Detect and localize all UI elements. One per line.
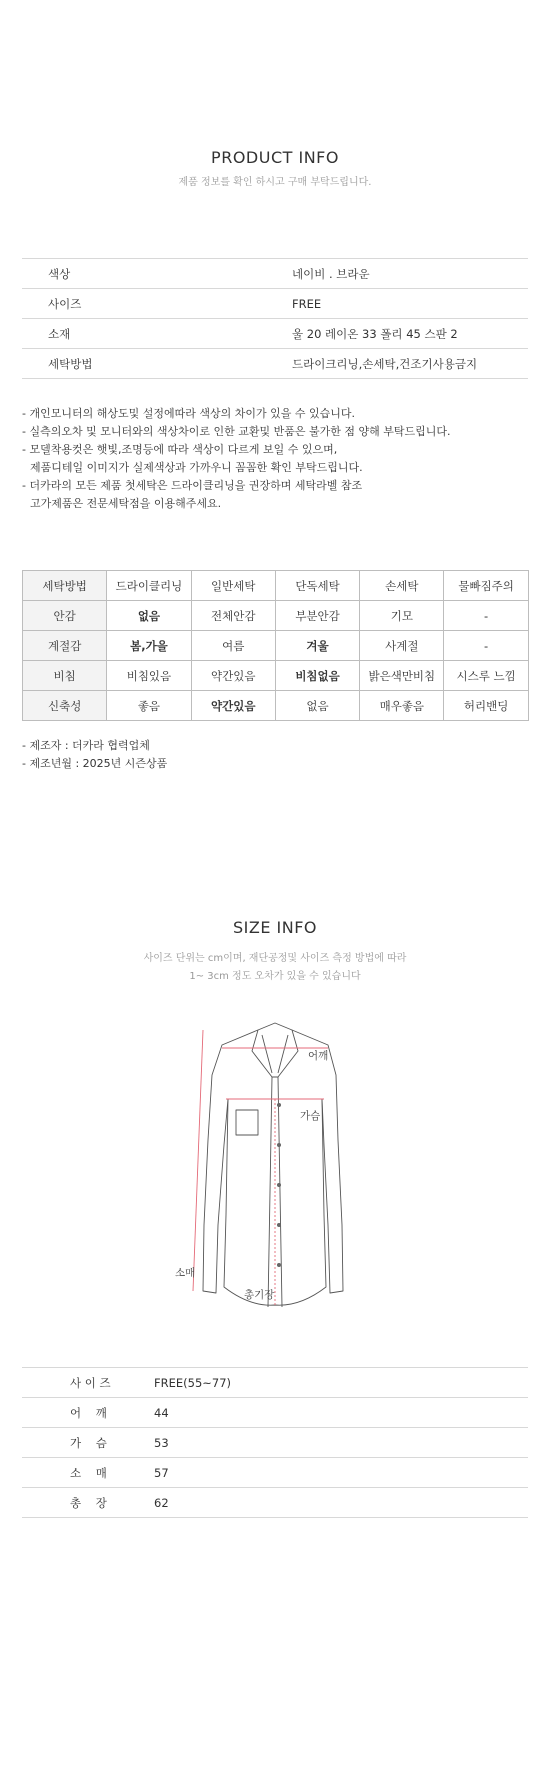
grid-row-stretch — [23, 691, 529, 721]
grid-cell: 비침있음 — [107, 661, 191, 691]
info-row-color — [22, 259, 528, 289]
size-info-subtitle-2: 1~ 3cm 정도 오차가 있을 수 있습니다 — [189, 971, 361, 982]
note-line: 고가제품은 전문세탁점을 이용해주세요. — [30, 497, 222, 510]
grid-cell: 세탁방법 — [23, 571, 107, 601]
grid-cell: 신축성 — [23, 691, 107, 721]
grid-cell-selected: 겨울 — [275, 631, 359, 661]
note-line: - 더카라의 모든 제품 첫세탁은 드라이클리닝을 권장하며 세탁라벨 참조 — [22, 479, 363, 492]
info-value: 네이비 . 브라운 — [292, 266, 370, 281]
grid-row-washing — [23, 571, 529, 601]
size-value: 57 — [154, 1465, 169, 1480]
size-row — [22, 1368, 528, 1398]
info-value: 울 20 레이온 33 폴리 45 스판 2 — [292, 326, 458, 341]
grid-cell: 기모 — [360, 601, 444, 631]
grid-cell: 비침 — [23, 661, 107, 691]
size-label: 소 매 — [70, 1465, 107, 1480]
grid-cell: - — [444, 631, 528, 661]
grid-row-lining — [23, 601, 529, 631]
label-chest: 가슴 — [300, 1110, 321, 1122]
size-label: 총 장 — [70, 1495, 107, 1510]
info-row-size — [22, 289, 528, 319]
product-info-subtitle: 제품 정보를 확인 하시고 구매 부탁드립니다. — [178, 177, 372, 188]
size-table — [22, 1367, 528, 1518]
shirt-measurement-illustration — [0, 1015, 550, 1315]
size-row — [22, 1398, 528, 1428]
note-line: - 실측의오차 및 모니터와의 색상차이로 인한 교환및 반품은 불가한 점 양해 부탁드립니다. — [22, 425, 451, 438]
size-info-subtitle-1: 사이즈 단위는 cm이며, 재단공정및 사이즈 측정 방법에 따라 — [143, 953, 407, 964]
size-info-title: SIZE INFO — [232, 918, 317, 937]
grid-cell: 좋음 — [107, 691, 191, 721]
grid-cell-selected: 없음 — [107, 601, 191, 631]
size-label: 가 슴 — [70, 1435, 107, 1450]
shirt-outline-icon — [203, 1023, 343, 1307]
info-label: 사이즈 — [48, 296, 82, 311]
size-row — [22, 1428, 528, 1458]
grid-cell: 일반세탁 — [191, 571, 275, 601]
size-value: FREE(55~77) — [154, 1375, 232, 1390]
size-value: 44 — [154, 1405, 169, 1420]
grid-cell: 매우좋음 — [360, 691, 444, 721]
grid-row-season — [23, 631, 529, 661]
grid-cell: 밝은색만비침 — [360, 661, 444, 691]
info-value: FREE — [292, 296, 322, 311]
grid-cell: 없음 — [275, 691, 359, 721]
info-value: 드라이크리닝,손세탁,건조기사용금지 — [292, 356, 478, 371]
grid-row-sheerness — [23, 661, 529, 691]
grid-cell: 물빠짐주의 — [444, 571, 528, 601]
info-label: 소재 — [48, 326, 71, 341]
note-line: - 개인모니터의 해상도및 설정에따라 색상의 차이가 있을 수 있습니다. — [22, 407, 355, 420]
manufacturer-text: - 제조자 : 더카라 협력업체 — [22, 739, 150, 752]
manufacture-date-text: - 제조년월 : 2025년 시즌상품 — [22, 757, 168, 770]
size-value: 53 — [154, 1435, 169, 1450]
grid-cell-selected: 비침없음 — [275, 661, 359, 691]
grid-cell-selected: 봄,가을 — [107, 631, 191, 661]
grid-cell: - — [444, 601, 528, 631]
note-line: - 모델착용컷은 햇빛,조명등에 따라 색상이 다르게 보일 수 있으며, — [22, 443, 338, 456]
size-row — [22, 1458, 528, 1488]
grid-cell: 부분안감 — [275, 601, 359, 631]
grid-cell: 전체안감 — [191, 601, 275, 631]
grid-cell: 허리밴딩 — [444, 691, 528, 721]
info-row-material — [22, 319, 528, 349]
label-shoulder: 어깨 — [308, 1050, 329, 1062]
grid-cell: 손세탁 — [360, 571, 444, 601]
size-label: 사 이 즈 — [70, 1375, 111, 1390]
product-notes — [22, 405, 532, 513]
label-length: 총기장 — [244, 1289, 275, 1301]
maker-info — [22, 737, 167, 773]
info-label: 색상 — [48, 266, 71, 281]
grid-cell: 드라이클리닝 — [107, 571, 191, 601]
grid-cell: 안감 — [23, 601, 107, 631]
info-row-washing — [22, 349, 528, 379]
product-info-table — [22, 258, 528, 379]
grid-cell: 시스루 느낌 — [444, 661, 528, 691]
grid-cell: 사계절 — [360, 631, 444, 661]
grid-cell: 단독세탁 — [275, 571, 359, 601]
info-label: 세탁방법 — [48, 356, 93, 371]
size-value: 62 — [154, 1495, 169, 1510]
grid-cell: 계절감 — [23, 631, 107, 661]
grid-cell: 여름 — [191, 631, 275, 661]
grid-cell-selected: 약간있음 — [191, 691, 275, 721]
size-row — [22, 1488, 528, 1518]
size-label: 어 깨 — [70, 1405, 107, 1420]
care-grid — [22, 570, 529, 721]
label-sleeve: 소매 — [175, 1267, 196, 1279]
measurement-labels — [175, 1049, 328, 1301]
note-line: 제품디테일 이미지가 실제색상과 가까우니 꼼꼼한 확인 부탁드립니다. — [30, 461, 363, 474]
product-info-title: PRODUCT INFO — [211, 148, 339, 167]
grid-cell: 약간있음 — [191, 661, 275, 691]
